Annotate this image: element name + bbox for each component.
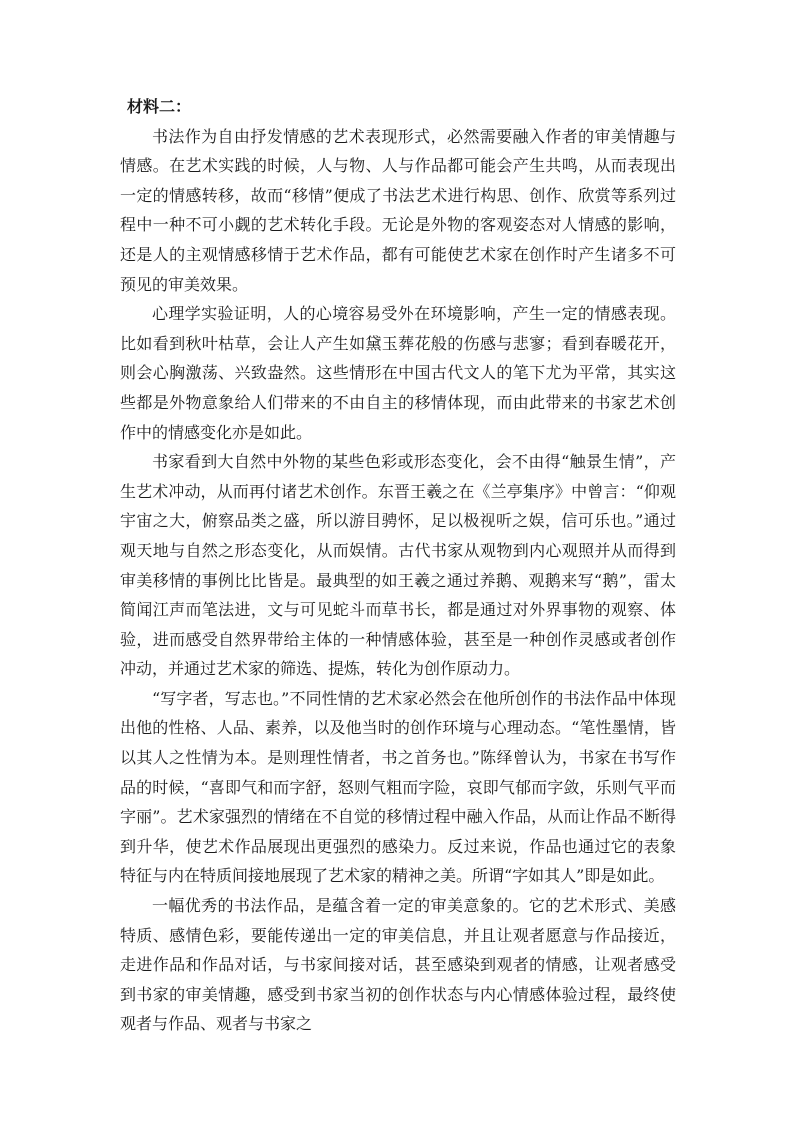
- paragraph-1: 书法作为自由抒发情感的艺术表现形式，必然需要融入作者的审美情趣与情感。在艺术实践的时候，人与物、人与作品都可能会产生共鸣，从而表现出一定的情感转移，故而“移情”便成了书法艺术进行构思、创作、欣赏等系列过程中一种不可小觑的艺术转化手段。无论是外物的客观姿态对人情感的影响，还是人的主观情感移情于艺术作品，都有可能使艺术家在创作时产生诸多不可预见的审美效果。: [120, 126, 676, 294]
- paragraph-2: 心理学实验证明，人的心境容易受外在环境影响，产生一定的情感表现。比如看到秋叶枯草，会让人产生如黛玉葬花般的伤感与悲寥；看到春暖花开，则会心胸激荡、兴致盎然。这些情形在中国古代文人的笔下尤为平常，其实这些都是外物意象给人们带来的不由自主的移情体现，而由此带来的书家艺术创作中的情感变化亦是如此。: [120, 304, 676, 442]
- article-body: [120, 92, 676, 1039]
- section-heading: 材料二：: [127, 97, 192, 116]
- paragraph-5: 一幅优秀的书法作品，是蕴含着一定的审美意象的。它的艺术形式、美感特质、感情色彩，要能传递出一定的审美信息，并且让观者愿意与作品接近，走进作品和作品对话，与书家间接对话，甚至感染到观者的情感，让观者感受到书家的审美情趣，感受到书家当初的创作状态与内心情感体验过程，最终使观者与作品、观者与书家之: [120, 896, 676, 1034]
- paragraph-3: 书家看到大自然中外物的某些色彩或形态变化，会不由得“触景生情”，产生艺术冲动，从而再付诸艺术创作。东晋王羲之在《兰亭集序》中曾言：“仰观宇宙之大，俯察品类之盛，所以游目骋怀，足以极视听之娱，信可乐也。”通过观天地与自然之形态变化，从而娱情。古代书家从观物到内心观照并从而得到审美移情的事例比比皆是。最典型的如王羲之通过养鹅、观鹅来写“鹅”，雷太简闻江声而笔法进，文与可见蛇斗而草书长，都是通过对外界事物的观察、体验，进而感受自然界带给主体的一种情感体验，甚至是一种创作灵感或者创作冲动，并通过艺术家的筛选、提炼，转化为创作原动力。: [120, 452, 676, 679]
- paragraph-4: “写字者，写志也。”不同性情的艺术家必然会在他所创作的书法作品中体现出他的性格、人品、素养，以及他当时的创作环境与心理动态。“笔性墨情，皆以其人之性情为本。是则理性情者，书之首务也。”陈绎曾认为，书家在书写作品的时候，“喜即气和而字舒，怒则气粗而字险，哀即气郁而字敛，乐则气平而字丽”。艺术家强烈的情绪在不自觉的移情过程中融入作品，从而让作品不断得到升华，使艺术作品展现出更强烈的感染力。反过来说，作品也通过它的表象特征与内在特质间接地展现了艺术家的精神之美。所谓“字如其人”即是如此。: [120, 688, 676, 886]
